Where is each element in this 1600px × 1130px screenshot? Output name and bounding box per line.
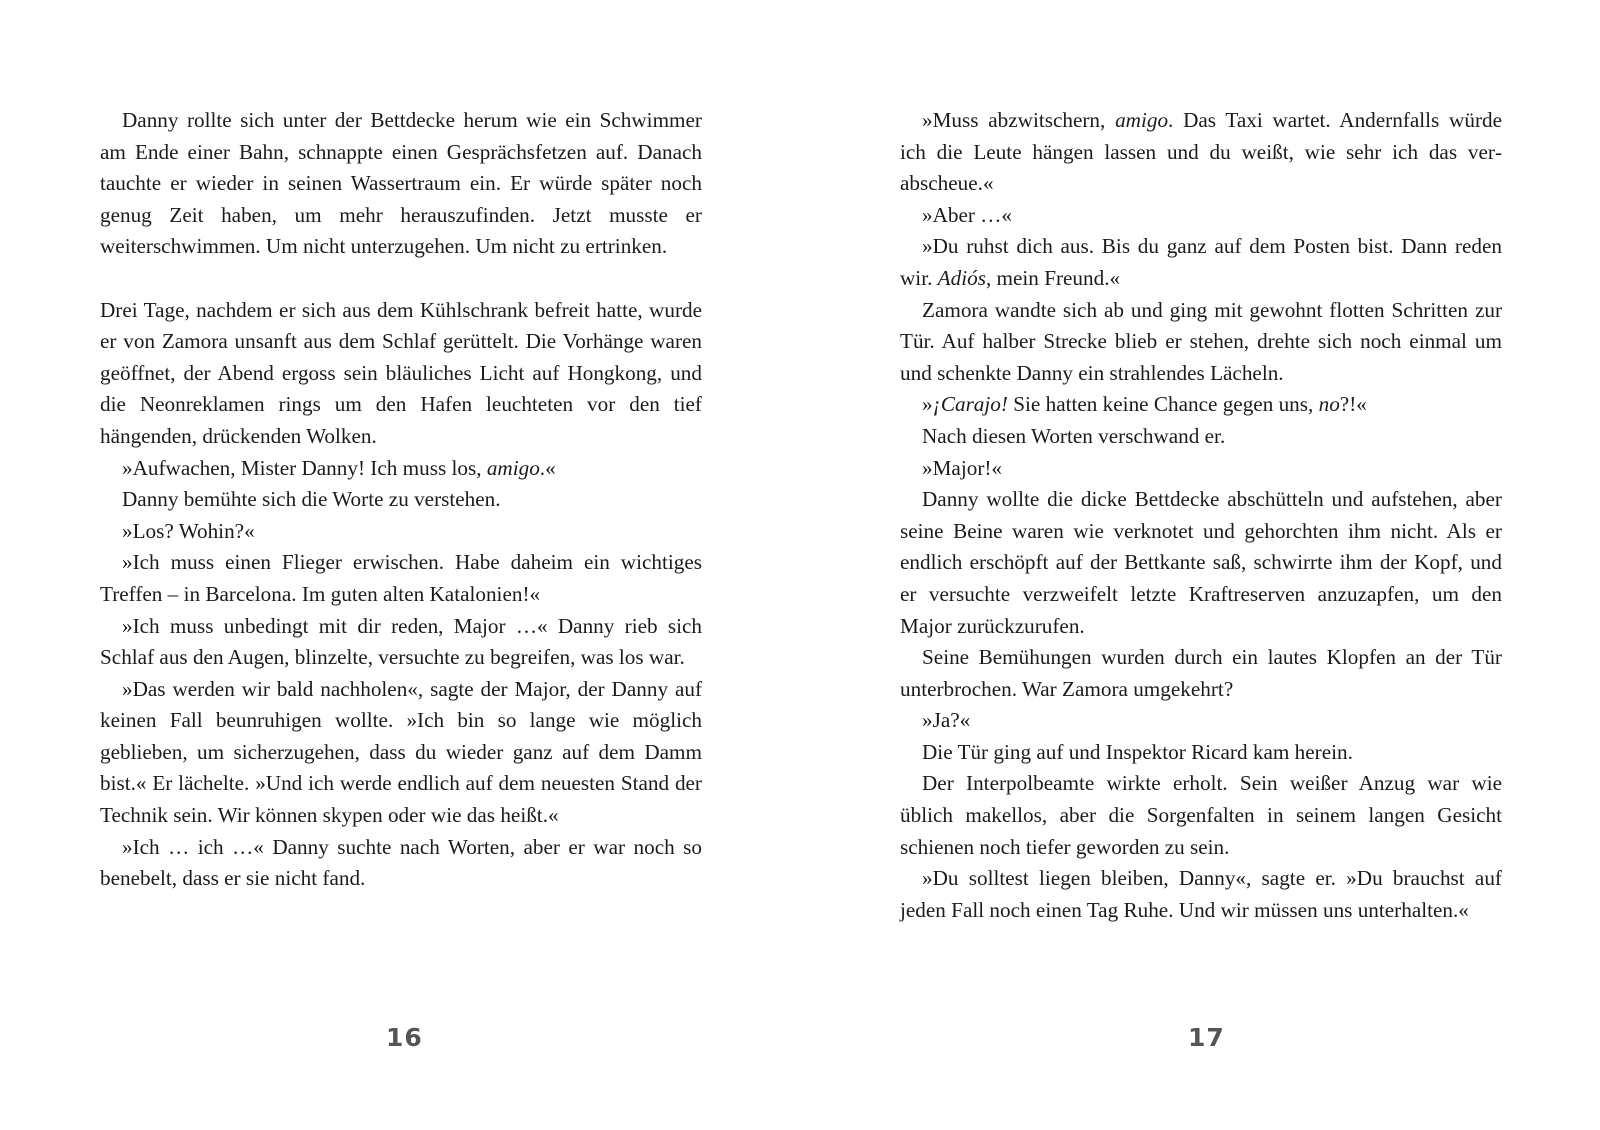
- right-page: [900, 105, 1502, 926]
- text-run: Sie hatten keine Chance gegen uns,: [1007, 392, 1319, 417]
- paragraph: [100, 484, 702, 516]
- italic-text: no: [1318, 392, 1340, 417]
- text-run: Nach diesen Worten verschwand er.: [922, 423, 1226, 448]
- text-run: »Los? Wohin?«: [122, 518, 255, 543]
- paragraph: [900, 295, 1502, 390]
- text-run: Zamora wandte sich ab und ging mit gewohnt flotten Schritten zur Tür. Auf halber Strecke blieb er stehen, drehte sich noch einmal um und schenkte Danny ein strahlendes Lächeln.: [900, 297, 1502, 385]
- text-run: »Du solltest liegen bleiben, Danny«, sagte er. »Du brauchst auf jeden Fall noch einen Tag Ruhe. Und wir müssen uns unterhalten.«: [900, 866, 1502, 922]
- left-page: [100, 105, 702, 895]
- text-run: Die Tür ging auf und Inspektor Ricard kam herein.: [922, 739, 1353, 764]
- paragraph: [900, 421, 1502, 453]
- text-run: »Aber …«: [922, 202, 1013, 227]
- paragraph: [100, 611, 702, 674]
- text-run: , mein Freund.«: [985, 265, 1121, 290]
- text-run: »Muss abzwitschern,: [922, 108, 1116, 132]
- paragraph: [100, 516, 702, 548]
- paragraph: [900, 863, 1502, 926]
- italic-text: Adiós: [937, 265, 986, 290]
- paragraph: [900, 705, 1502, 737]
- text-run: ?!«: [1339, 392, 1367, 417]
- paragraph: [900, 737, 1502, 769]
- paragraph: [100, 832, 702, 895]
- text-run: »Aufwachen, Mister Danny! Ich muss los,: [122, 455, 487, 480]
- paragraph: [100, 674, 702, 832]
- page-number-right: 17: [1188, 1023, 1225, 1052]
- text-run: »Ich muss einen Flieger erwischen. Habe daheim ein wichtiges Treffen – in Barcelona. Im guten alten Katalonien!«: [100, 550, 702, 606]
- paragraph: [100, 453, 702, 485]
- italic-text: amigo: [1115, 108, 1169, 132]
- paragraph: [900, 453, 1502, 485]
- text-run: .«: [539, 455, 556, 480]
- paragraph: [100, 547, 702, 610]
- text-run: Seine Bemühungen wurden durch ein lautes Klopfen an der Tür unterbrochen. War Zamora umgekehrt?: [900, 645, 1502, 701]
- paragraph: [900, 484, 1502, 642]
- text-run: »: [922, 392, 933, 417]
- text-run: »Das werden wir bald nachholen«, sagte der Major, der Danny auf keinen Fall beunruhigen wollte. »Ich bin so lange wie möglich geblieben, um sicherzugehen, dass du wieder ganz auf dem Damm bist.« Er lächelte. »Und ich werde endlich auf dem neuesten Stand der Technik sein. Wir können skypen oder wie das heißt.«: [100, 676, 702, 828]
- page-number-left: 16: [386, 1023, 423, 1052]
- paragraph: [900, 231, 1502, 294]
- text-run: Danny wollte die dicke Bettdecke abschütteln und aufstehen, aber seine Beine waren wie verknotet und gehorchten ihm nicht. Als er endlich erschöpft auf der Bettkante saß, schwirrte ihm der Kopf, und er versuchte verzweifelt letzte Kraftreserven anzuzapfen, um den Major zurückzurufen.: [900, 487, 1502, 638]
- text-run: »Major!«: [922, 455, 1003, 480]
- text-run: Danny bemühte sich die Worte zu verstehen.: [122, 487, 501, 512]
- italic-text: ¡Carajo!: [932, 392, 1008, 417]
- paragraph: [100, 295, 702, 453]
- text-run: »Du ruhst dich aus. Bis du ganz auf dem Posten bist. Dann reden wir.: [900, 234, 1502, 290]
- text-run: »Ich muss unbedingt mit dir reden, Major …« Danny rieb sich Schlaf aus den Augen, blinzelte, versuchte zu begreifen, was los war.: [100, 613, 702, 670]
- text-run: Der Interpolbeamte wirkte erholt. Sein weißer Anzug war wie üblich makellos, aber die Sorgenfalten in seinem langen Gesicht schienen noch tiefer geworden zu sein.: [900, 771, 1502, 859]
- italic-text: amigo: [486, 455, 540, 480]
- text-run: »Ja?«: [922, 708, 971, 733]
- paragraph: [100, 105, 702, 263]
- paragraph: [900, 389, 1502, 421]
- text-run: »Ich … ich …« Danny suchte nach Worten, aber er war noch so benebelt, dass er sie nicht fand.: [100, 834, 702, 891]
- text-run: . Das Taxi wartet. Andernfalls würde ich die Leute hängen lassen und du weißt, wie sehr ich das verabscheue.«: [900, 108, 1502, 196]
- paragraph: [900, 105, 1502, 200]
- text-run: Danny rollte sich unter der Bettdecke herum wie ein Schwimmer am Ende einer Bahn, schnappte einen Gesprächsfetzen auf. Danach tauchte er wieder in seinen Wassertraum ein. Er würde später noch genug Zeit haben, um mehr herauszufinden. Jetzt musste er weiterschwimmen. Um nicht unterzugehen. Um nicht zu ertrinken.: [100, 108, 702, 259]
- paragraph: [900, 768, 1502, 863]
- paragraph: [900, 642, 1502, 705]
- text-run: Drei Tage, nachdem er sich aus dem Kühlschrank befreit hatte, wurde er von Zamora unsanft aus dem Schlaf gerüttelt. Die Vorhänge waren geöffnet, der Abend ergoss sein bläuliches Licht auf Hongkong, und die Neonreklamen rings um den Hafen leuchteten vor den tief hängenden, drückenden Wolken.: [100, 297, 702, 448]
- paragraph: [900, 200, 1502, 232]
